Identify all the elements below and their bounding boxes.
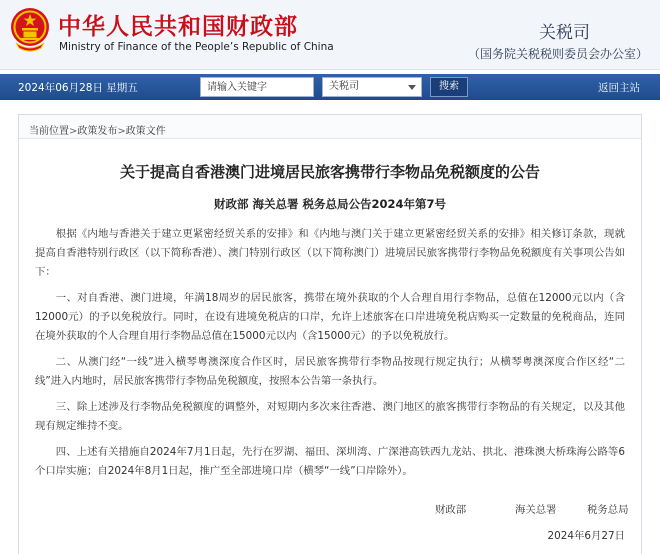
signatory-tax: 税务总局 xyxy=(587,504,629,516)
article-paragraph: 三、除上述涉及行李物品免税额度的调整外，对短期内多次来往香港、澳门地区的旅客携带行李物品的有关规定，以及其他现有规定维持不变。 xyxy=(35,401,625,432)
article-panel xyxy=(18,114,642,554)
return-home-link[interactable]: 返回主站 xyxy=(598,82,640,94)
breadcrumb xyxy=(19,115,641,139)
article-paragraph: 一、对自香港、澳门进境，年满18周岁的居民旅客，携带在境外获取的个人合理自用行李物品，总值在12000元以内（含12000元）的予以免税放行。同时，在设有进境免税店的口岸，允许上述旅客在口岸进境免税店购买一定数量的免税商品，连同在境外获取的个人合理自用行李物品总值在15000元以内（含15000元）的予以免税放行。 xyxy=(35,292,625,342)
nav-bar xyxy=(0,74,660,100)
search-input[interactable] xyxy=(200,77,314,97)
article-paragraph: 根据《内地与香港关于建立更紧密经贸关系的安排》和《内地与澳门关于建立更紧密经贸关系的安排》相关修订条款，现就提高自香港特别行政区（以下简称香港）、澳门特别行政区（以下简称澳门）进境居民旅客携带行李物品免税额度有关事项公告如下： xyxy=(35,228,625,278)
breadcrumb-policy-documents[interactable]: 政策文件 xyxy=(125,126,166,137)
signatory-mof: 财政部 xyxy=(435,504,467,516)
national-emblem-icon xyxy=(10,7,50,53)
dept-name[interactable]: 关税司 xyxy=(539,23,590,43)
breadcrumb-policy-release[interactable]: 政策发布 xyxy=(77,126,118,137)
article-title: 关于提高自香港澳门进境居民旅客携带行李物品免税额度的公告 xyxy=(119,163,540,181)
chevron-down-icon xyxy=(408,85,416,90)
article-body xyxy=(19,225,641,481)
dept-subtitle: （国务院关税税则委员会办公室） xyxy=(467,47,648,61)
search-scope-select[interactable] xyxy=(322,77,422,97)
current-date: 2024年06月28日 星期五 xyxy=(18,82,138,94)
signatory-customs: 海关总署 xyxy=(515,504,557,516)
search-scope-value: 关税司 xyxy=(329,81,359,92)
breadcrumb-separator: > xyxy=(117,126,126,137)
search-button[interactable]: 搜索 xyxy=(430,77,468,97)
breadcrumb-current-position: 当前位置 xyxy=(29,126,69,137)
sign-date: 2024年6月27日 xyxy=(547,530,625,542)
site-name-cn[interactable]: 中华人民共和国财政部 xyxy=(58,14,298,40)
site-header xyxy=(0,0,660,70)
site-name-en: Ministry of Finance of the People’s Republic of China xyxy=(59,41,334,53)
article-paragraph: 二、从澳门经“一线”进入横琴粤澳深度合作区时，居民旅客携带行李物品按现行规定执行；从横琴粤澳深度合作区经“二线”进入内地时，居民旅客携带行李物品免税额度，按照本公告第一条执行。 xyxy=(35,356,625,387)
document-number: 财政部 海关总署 税务总局公告2024年第7号 xyxy=(213,197,446,211)
breadcrumb-separator: > xyxy=(69,126,78,137)
article-paragraph: 四、上述有关措施自2024年7月1日起，先行在罗湖、福田、深圳湾、广深港高铁西九龙站、拱北、港珠澳大桥珠海公路等6个口岸实施；自2024年8月1日起，推广至全部进境口岸（横琴“一线”口岸除外）。 xyxy=(35,446,625,477)
